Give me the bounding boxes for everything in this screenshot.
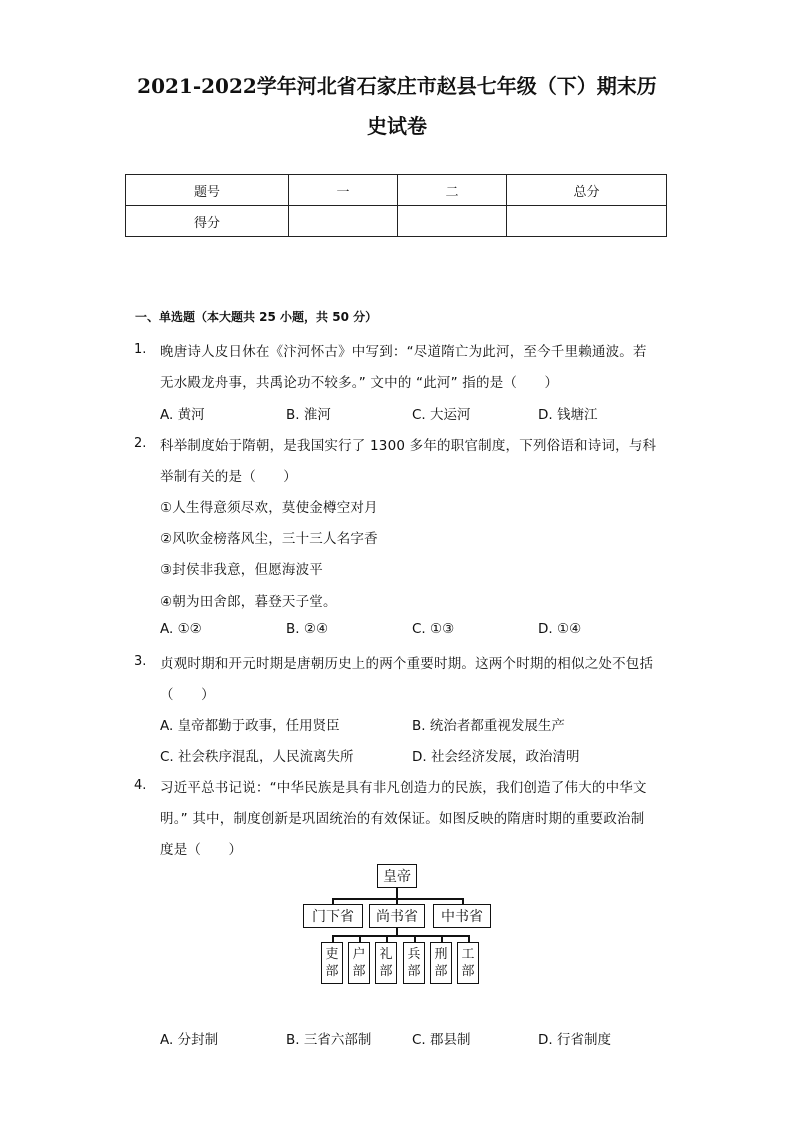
option-b[interactable]: B. 统治者都重视发展生产 <box>412 718 565 734</box>
ministry-char: 部 <box>379 964 393 979</box>
question-text: 无水殿龙舟事，共禹论功不较多。” 文中的 “此河” 指的是（ ） <box>160 375 559 391</box>
question-number: 3. <box>134 654 147 669</box>
question-text: 习近平总书记说：“中华民族是具有非凡创造力的民族，我们创造了伟大的中华文 <box>160 780 647 796</box>
option-d[interactable]: D. 社会经济发展，政治清明 <box>412 749 580 765</box>
connector-line <box>359 935 361 942</box>
option-b[interactable]: B. ②④ <box>286 621 329 637</box>
question-statement: ③封侯非我意，但愿海波平 <box>160 562 324 578</box>
question-text: 度是（ ） <box>160 842 243 858</box>
question-text: 科举制度始于隋朝，是我国实行了 1300 多年的职官制度，下列俗语和诗词，与科 <box>160 438 657 454</box>
menxia-box: 门下省 <box>303 904 363 928</box>
connector-line <box>386 935 388 942</box>
header-cell: 二 <box>398 175 507 206</box>
emperor-box: 皇帝 <box>377 864 417 888</box>
ministry-box <box>321 942 343 984</box>
ministry-box <box>375 942 397 984</box>
ministry-box <box>348 942 370 984</box>
ministry-char: 刑 <box>434 947 448 962</box>
score-cell[interactable] <box>507 206 667 237</box>
option-a[interactable]: A. 黄河 <box>160 407 205 423</box>
question-statement: ①人生得意须尽欢，莫使金樽空对月 <box>160 500 378 516</box>
score-cell[interactable] <box>398 206 507 237</box>
question-number: 1. <box>134 342 147 357</box>
connector-line <box>414 935 416 942</box>
connector-line <box>332 898 463 900</box>
ministry-char: 吏 <box>325 947 339 962</box>
ministry-box <box>403 942 425 984</box>
question-statement: ④朝为田舍郎，暮登天子堂。 <box>160 594 337 610</box>
option-b[interactable]: B. 淮河 <box>286 407 331 423</box>
question-text: 贞观时期和开元时期是唐朝历史上的两个重要时期。这两个时期的相似之处不包括 <box>160 656 654 672</box>
page-title <box>60 66 734 146</box>
header-cell: 总分 <box>507 175 667 206</box>
title-line-2: 史试卷 <box>367 114 427 138</box>
row-label-cell: 得分 <box>126 206 289 237</box>
ministry-char: 部 <box>407 964 421 979</box>
option-d[interactable]: D. ①④ <box>538 621 582 637</box>
ministry-box <box>430 942 452 984</box>
score-cell[interactable] <box>289 206 398 237</box>
question-text: 明。” 其中，制度创新是巩固统治的有效保证。如图反映的隋唐时期的重要政治制 <box>160 811 645 827</box>
connector-line <box>441 935 443 942</box>
option-a[interactable]: A. 皇帝都勤于政事，任用贤臣 <box>160 718 340 734</box>
connector-line <box>332 935 334 942</box>
question-text: 晚唐诗人皮日休在《汴河怀古》中写到：“尽道隋亡为此河，至今千里赖通波。若 <box>160 344 647 360</box>
shangshu-box: 尚书省 <box>369 904 425 928</box>
ministry-char: 部 <box>434 964 448 979</box>
ministry-box <box>457 942 479 984</box>
ministry-char: 部 <box>461 964 475 979</box>
option-c[interactable]: C. 郡县制 <box>412 1032 471 1048</box>
option-c[interactable]: C. 大运河 <box>412 407 471 423</box>
ministry-char: 礼 <box>379 947 393 962</box>
zhongshu-box: 中书省 <box>433 904 491 928</box>
ministry-char: 部 <box>325 964 339 979</box>
question-number: 4. <box>134 778 147 793</box>
ministry-char: 部 <box>352 964 366 979</box>
ministry-char: 户 <box>352 947 366 962</box>
section-heading: 一、单选题（本大题共 25 小题，共 50 分） <box>135 310 378 324</box>
option-a[interactable]: A. ①② <box>160 621 202 637</box>
option-b[interactable]: B. 三省六部制 <box>286 1032 372 1048</box>
question-number: 2. <box>134 436 147 451</box>
connector-line <box>468 935 470 942</box>
option-c[interactable]: C. 社会秩序混乱，人民流离失所 <box>160 749 354 765</box>
header-cell: 题号 <box>126 175 289 206</box>
ministry-char: 工 <box>461 947 475 962</box>
option-c[interactable]: C. ①③ <box>412 621 455 637</box>
question-statement: ②风吹金榜落风尘，三十三人名字香 <box>160 531 378 547</box>
title-line-1: 2021-2022学年河北省石家庄市赵县七年级（下）期末历 <box>137 74 657 98</box>
score-table <box>125 174 667 237</box>
three-departments-six-ministries-diagram <box>303 862 491 986</box>
score-table-row <box>126 206 667 237</box>
option-d[interactable]: D. 行省制度 <box>538 1032 611 1048</box>
option-d[interactable]: D. 钱塘江 <box>538 407 598 423</box>
question-text: （ ） <box>160 687 215 703</box>
header-cell: 一 <box>289 175 398 206</box>
option-a[interactable]: A. 分封制 <box>160 1032 219 1048</box>
question-text: 举制有关的是（ ） <box>160 469 297 485</box>
score-table-header-row <box>126 175 667 206</box>
connector-line <box>332 935 469 937</box>
ministry-char: 兵 <box>407 947 421 962</box>
